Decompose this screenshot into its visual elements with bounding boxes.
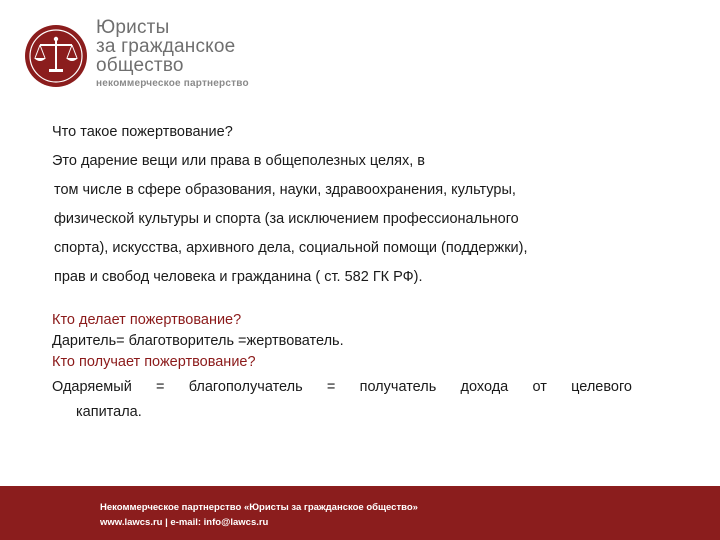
- answer-1-line-3: физической культуры и спорта (за исключением профессионального: [54, 211, 519, 227]
- scales-of-justice-icon: [24, 24, 88, 88]
- slide-body: [52, 118, 692, 427]
- question-3: Кто получает пожертвование?: [52, 354, 256, 370]
- question-2: Кто делает пожертвование?: [52, 312, 242, 328]
- logo-title-line-1: Юристы: [96, 17, 170, 38]
- answer-1-line-1: Это дарение вещи или права в общеполезных целях, в: [52, 153, 425, 169]
- question-1-block: [52, 118, 692, 292]
- answer-1-line-5: прав и свобод человека и гражданина ( ст. 582 ГК РФ).: [54, 269, 423, 285]
- footer-bar: [0, 486, 720, 540]
- footer-contacts: www.lawcs.ru | e-mail: info@lawcs.ru: [100, 517, 269, 528]
- answer-1-line-2: том числе в сфере образования, науки, здравоохранения, культуры,: [54, 182, 516, 198]
- answer-3-line-1: Одаряемый = благополучатель = получатель дохода от целевого: [52, 379, 632, 395]
- logo-subtitle: некоммерческое партнерство: [96, 78, 249, 89]
- logo: [24, 18, 284, 98]
- question-1: Что такое пожертвование?: [52, 124, 233, 140]
- answer-3-line-2: капитала.: [76, 404, 142, 420]
- answer-1-line-4: спорта), искусства, архивного дела, социальной помощи (поддержки),: [54, 240, 528, 256]
- footer-organization: Некоммерческое партнерство «Юристы за гражданское общество»: [100, 502, 418, 513]
- answer-2: Даритель= благотворитель =жертвователь.: [52, 333, 344, 349]
- footer-text: [100, 500, 418, 530]
- logo-title-line-2: за гражданское: [96, 36, 236, 57]
- logo-title-line-3: общество: [96, 55, 184, 76]
